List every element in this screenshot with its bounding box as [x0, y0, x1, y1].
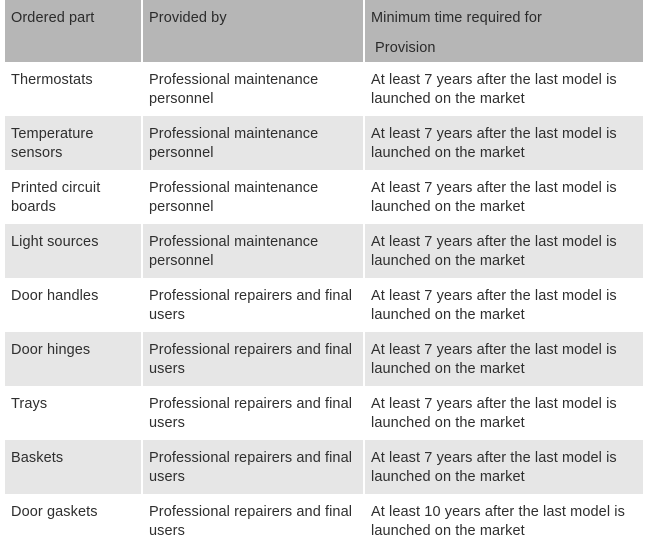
cell-provided-by: Professional maintenance personnel: [141, 62, 363, 116]
cell-minimum-time: At least 7 years after the last model is launched on the market: [363, 116, 643, 170]
cell-minimum-time: At least 7 years after the last model is launched on the market: [363, 278, 643, 332]
cell-provided-by: Professional maintenance personnel: [141, 224, 363, 278]
table-row: [5, 278, 643, 332]
header-label-line2: Provision: [375, 40, 436, 56]
cell-minimum-time: At least 7 years after the last model is launched on the market: [363, 224, 643, 278]
cell-ordered-part: Baskets: [5, 440, 141, 494]
cell-provided-by: Professional repairers and final users: [141, 332, 363, 386]
header-label: Minimum time required for: [371, 10, 542, 26]
header-label: Ordered part: [11, 10, 95, 26]
table-row: [5, 62, 643, 116]
cell-ordered-part: Trays: [11, 396, 48, 412]
header-ordered-part: [5, 0, 141, 62]
cell-provided-by: Professional maintenance personnel: [141, 170, 363, 224]
table-row: [5, 332, 643, 386]
cell-provided-by: Professional repairers and final users: [141, 278, 363, 332]
cell-ordered-part: Door hinges: [5, 332, 141, 386]
cell-minimum-time: At least 7 years after the last model is launched on the market: [363, 332, 643, 386]
cell-provided-by: Professional maintenance personnel: [141, 116, 363, 170]
cell-minimum-time: At least 10 years after the last model is launched on the market: [363, 494, 643, 548]
table-row: [5, 224, 643, 278]
cell-ordered-part: Door gaskets: [11, 504, 98, 520]
table-row: [5, 386, 643, 440]
table-row: [5, 170, 643, 224]
cell-ordered-part: Light sources: [5, 224, 141, 278]
table-row: [5, 494, 643, 548]
cell-provided-by: Professional repairers and final users: [141, 386, 363, 440]
cell-ordered-part: Temperature sensors: [5, 116, 141, 170]
cell-ordered-part: Door handles: [11, 288, 99, 304]
cell-provided-by: Professional repairers and final users: [141, 440, 363, 494]
spare-parts-table: [5, 0, 643, 548]
table-header-row: [5, 0, 643, 62]
table-row: [5, 440, 643, 494]
cell-minimum-time: At least 7 years after the last model is launched on the market: [363, 440, 643, 494]
cell-minimum-time: At least 7 years after the last model is launched on the market: [363, 170, 643, 224]
cell-minimum-time: At least 7 years after the last model is launched on the market: [363, 386, 643, 440]
cell-provided-by: Professional repairers and final users: [141, 494, 363, 548]
cell-ordered-part: Thermostats: [11, 72, 93, 88]
table-row: [5, 116, 643, 170]
header-minimum-time: [363, 0, 643, 62]
cell-minimum-time: At least 7 years after the last model is launched on the market: [363, 62, 643, 116]
header-label: Provided by: [149, 10, 227, 26]
cell-ordered-part: Printed circuit boards: [11, 180, 101, 215]
header-provided-by: [141, 0, 363, 62]
